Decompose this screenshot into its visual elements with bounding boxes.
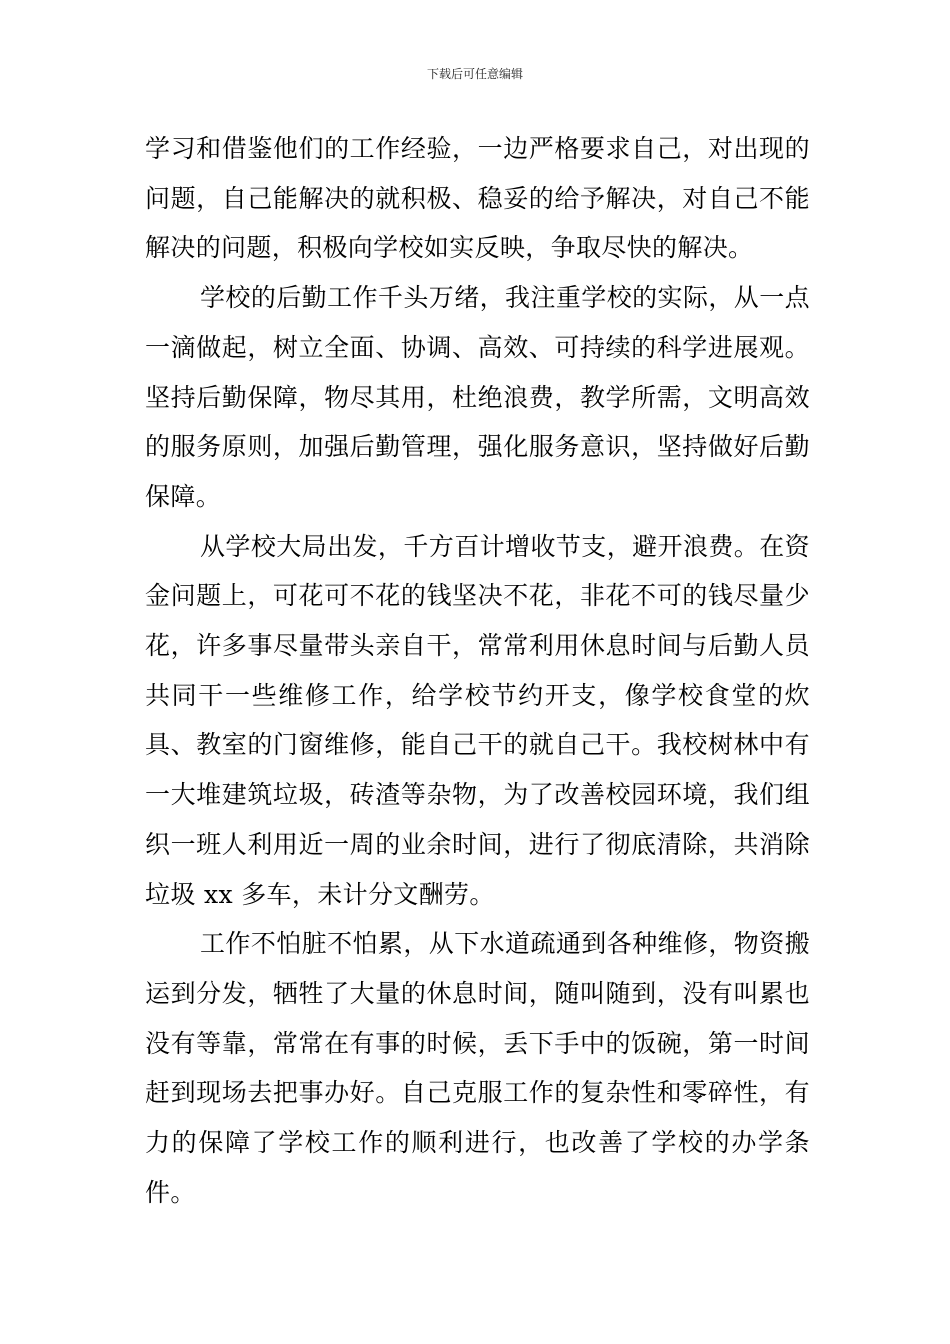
document-body [145, 124, 810, 1217]
paragraph-1: 学习和借鉴他们的工作经验，一边严格要求自己，对出现的问题，自己能解决的就积极、稳妥的给予解决，对自己不能解决的问题，积极向学校如实反映，争取尽快的解决。 [145, 134, 810, 263]
header-text: 下载后可任意编辑 [426, 67, 523, 81]
paragraph-2: 学校的后勤工作千头万绪，我注重学校的实际，从一点一滴做起，树立全面、协调、高效、可持续的科学进展观。坚持后勤保障，物尽其用，杜绝浪费，教学所需，文明高效的服务原则，加强后勤管理，强化服务意识，坚持做好后勤保障。 [145, 283, 810, 511]
paragraph-4: 工作不怕脏不怕累，从下水道疏通到各种维修，物资搬运到分发，牺牲了大量的休息时间，随叫随到，没有叫累也没有等靠，常常在有事的时候，丢下手中的饭碗，第一时间赶到现场去把事办好。自己克服工作的复杂性和零碎性，有力的保障了学校工作的顺利进行，也改善了学校的办学条件。 [145, 929, 810, 1207]
paragraph-3: 从学校大局出发，千方百计增收节支，避开浪费。在资金问题上，可花可不花的钱坚决不花，非花不可的钱尽量少花，许多事尽量带头亲自干，常常利用休息时间与后勤人员共同干一些维修工作，给学校节约开支，像学校食堂的炊具、教室的门窗维修，能自己干的就自己干。我校树林中有一大堆建筑垃圾，砖渣等杂物，为了改善校园环境，我们组织一班人利用近一周的业余时间，进行了彻底清除，共消除垃圾 xx 多车，未计分文酬劳。 [145, 531, 810, 909]
page-header [0, 66, 950, 82]
